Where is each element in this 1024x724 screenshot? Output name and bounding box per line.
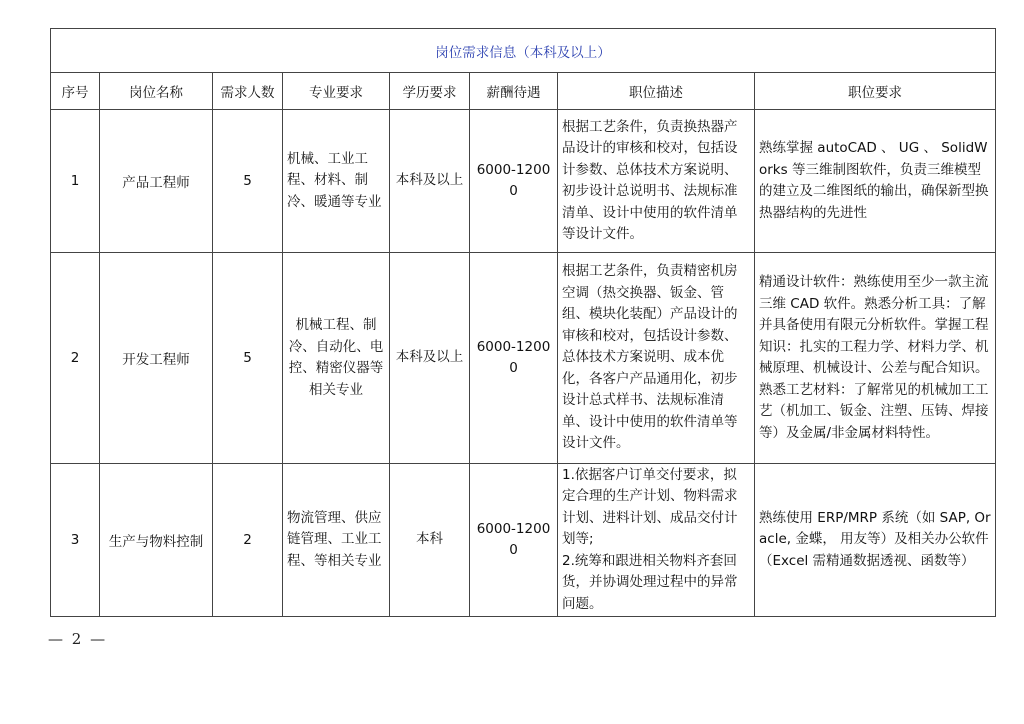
header-name: 岗位名称	[100, 73, 213, 110]
header-count: 需求人数	[213, 73, 283, 110]
row-desc: 根据工艺条件，负责精密机房空调（热交换器、钣金、管组、模块化装配）产品设计的审核和校对，包括设计参数、总体技术方案说明、成本优化，各客户产品通用化，初步设计总式样书、法规标准清单、设计中使用的软件清单等设计文件。	[558, 253, 755, 464]
row-pay: 6000-12000	[470, 253, 558, 464]
row-name: 产品工程师	[100, 110, 213, 253]
header-row	[51, 73, 996, 110]
row-major: 机械、工业工程、材料、制冷、暖通等专业	[283, 110, 390, 253]
row-count: 5	[213, 253, 283, 464]
page-number: — 2 —	[48, 630, 108, 648]
table-row	[51, 253, 996, 464]
row-no: 1	[51, 110, 100, 253]
row-desc: 根据工艺条件，负责换热器产品设计的审核和校对，包括设计参数、总体技术方案说明、初步设计总说明书、法规标准清单、设计中使用的软件清单等设计文件。	[558, 110, 755, 253]
row-count: 5	[213, 110, 283, 253]
row-desc: 1.依据客户订单交付要求，拟定合理的生产计划、物料需求计划、进料计划、成品交付计划等; 2.统筹和跟进相关物料齐套回货，并协调处理过程中的异常问题。	[558, 464, 755, 617]
row-major: 物流管理、供应链管理、工业工程、等相关专业	[283, 464, 390, 617]
table-row	[51, 464, 996, 617]
header-desc: 职位描述	[558, 73, 755, 110]
header-major: 专业要求	[283, 73, 390, 110]
row-major: 机械工程、制冷、自动化、电控、精密仪器等相关专业	[283, 253, 390, 464]
row-name: 开发工程师	[100, 253, 213, 464]
row-edu: 本科及以上	[390, 110, 470, 253]
job-requirements-table	[50, 28, 996, 617]
table-title: 岗位需求信息（本科及以上）	[51, 29, 996, 73]
table-row	[51, 110, 996, 253]
row-pay: 6000-12000	[470, 110, 558, 253]
row-no: 2	[51, 253, 100, 464]
header-pay: 薪酬待遇	[470, 73, 558, 110]
row-pay: 6000-12000	[470, 464, 558, 617]
header-req: 职位要求	[755, 73, 996, 110]
row-name: 生产与物料控制	[100, 464, 213, 617]
row-req: 精通设计软件：熟练使用至少一款主流三维 CAD 软件。熟悉分析工具：了解并具备使用有限元分析软件。掌握工程知识：扎实的工程力学、材料力学、机械原理、机械设计、公差与配合知识。熟悉工艺材料：了解常见的机械加工工艺（机加工、钣金、注塑、压铸、焊接等）及金属/非金属材料特性。	[755, 253, 996, 464]
row-req: 熟练掌握 autoCAD 、 UG 、 SolidWorks 等三维制图软件，负责三维模型的建立及二维图纸的输出，确保新型换热器结构的先进性	[755, 110, 996, 253]
row-no: 3	[51, 464, 100, 617]
header-edu: 学历要求	[390, 73, 470, 110]
row-edu: 本科及以上	[390, 253, 470, 464]
row-count: 2	[213, 464, 283, 617]
header-no: 序号	[51, 73, 100, 110]
row-edu: 本科	[390, 464, 470, 617]
row-req: 熟练使用 ERP/MRP 系统（如 SAP, Oracle, 金蝶， 用友等）及相关办公软件（Excel 需精通数据透视、函数等）	[755, 464, 996, 617]
table-title-row	[51, 29, 996, 73]
